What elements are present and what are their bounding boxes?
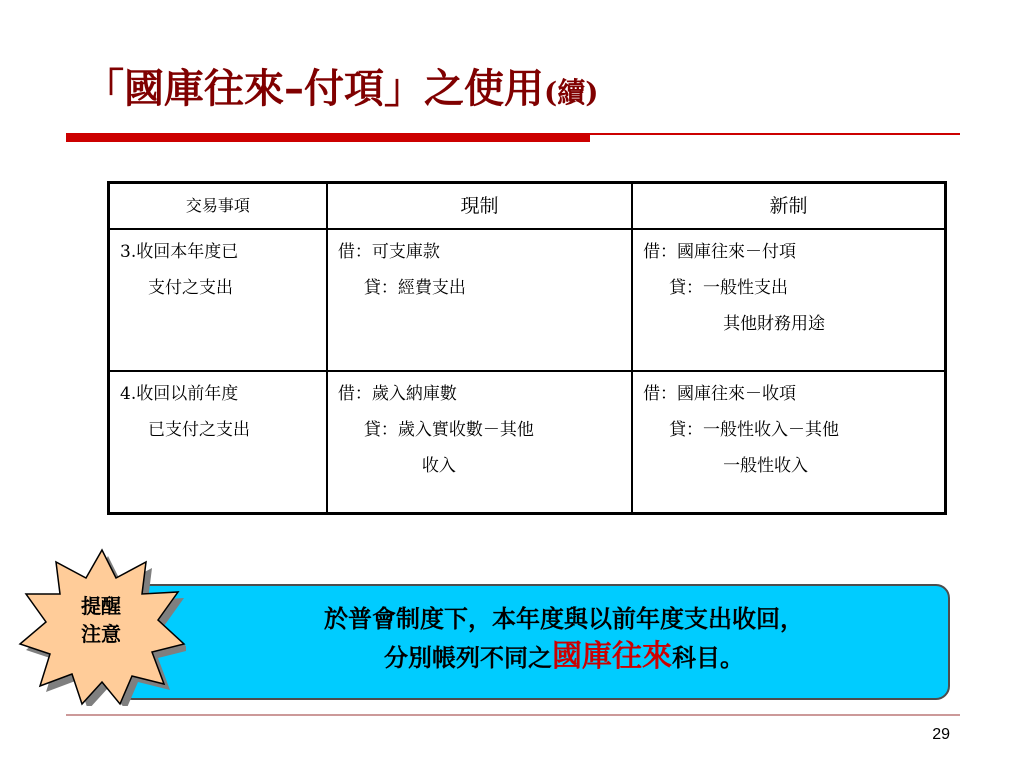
callout-line-2-pre: 分別帳列不同之: [384, 643, 552, 672]
current-cell: [327, 371, 632, 514]
slide-title-main: 「國庫往來–付項」之使用: [84, 65, 544, 112]
cell-line: 貸：一般性支出: [669, 278, 789, 298]
callout-emphasis: 國庫往來: [552, 639, 672, 674]
table-row: [109, 371, 946, 514]
title-underline-thick: [66, 133, 590, 142]
cell-line: 其他財務用途: [723, 314, 826, 334]
badge-line: 注意: [81, 622, 121, 646]
cell-line: 貸：經費支出: [363, 278, 466, 298]
slide-title: [84, 64, 599, 118]
table-header-row: [109, 183, 946, 230]
callout-text: [180, 600, 948, 677]
cell-line: 借：可支庫款: [337, 242, 440, 262]
callout-line-2: [180, 638, 948, 677]
cell-line: 貸：一般性收入－其他: [669, 420, 840, 440]
item-cell: [109, 229, 327, 371]
cell-line: 3.收回本年度已: [120, 242, 239, 262]
cell-line: 支付之支出: [148, 278, 233, 298]
callout-line-2-post: 科目。: [672, 643, 744, 672]
cell-line: 4.收回以前年度: [120, 384, 239, 404]
cell-line: 借：歲入納庫數: [337, 384, 457, 404]
slide-title-suffix: (續): [544, 76, 599, 109]
reminder-badge-text: [70, 592, 132, 648]
header-cell: 新制: [632, 183, 945, 230]
table-row: [109, 229, 946, 371]
cell-line: 貸：歲入實收數－其他: [363, 420, 534, 440]
cell-line: 借：國庫往來－付項: [643, 242, 797, 262]
cell-line: 已支付之支出: [148, 420, 250, 440]
header-cell: 現制: [327, 183, 632, 230]
cell-line: 一般性收入: [723, 456, 809, 476]
cell-line: 收入: [421, 456, 456, 476]
new-cell: [632, 229, 945, 371]
item-cell: [109, 371, 327, 514]
title-underline-thin: [590, 133, 960, 135]
footer-divider: [66, 714, 960, 716]
comparison-table: [107, 181, 947, 515]
callout-box: [118, 584, 950, 700]
badge-line: 提醒: [81, 594, 121, 618]
header-cell: 交易事項: [109, 183, 327, 230]
callout-line-1: 於普會制度下，本年度與以前年度支出收回，: [324, 604, 804, 633]
page-number: 29: [932, 726, 950, 743]
current-cell: [327, 229, 632, 371]
new-cell: [632, 371, 945, 514]
cell-line: 借：國庫往來－收項: [643, 384, 797, 404]
